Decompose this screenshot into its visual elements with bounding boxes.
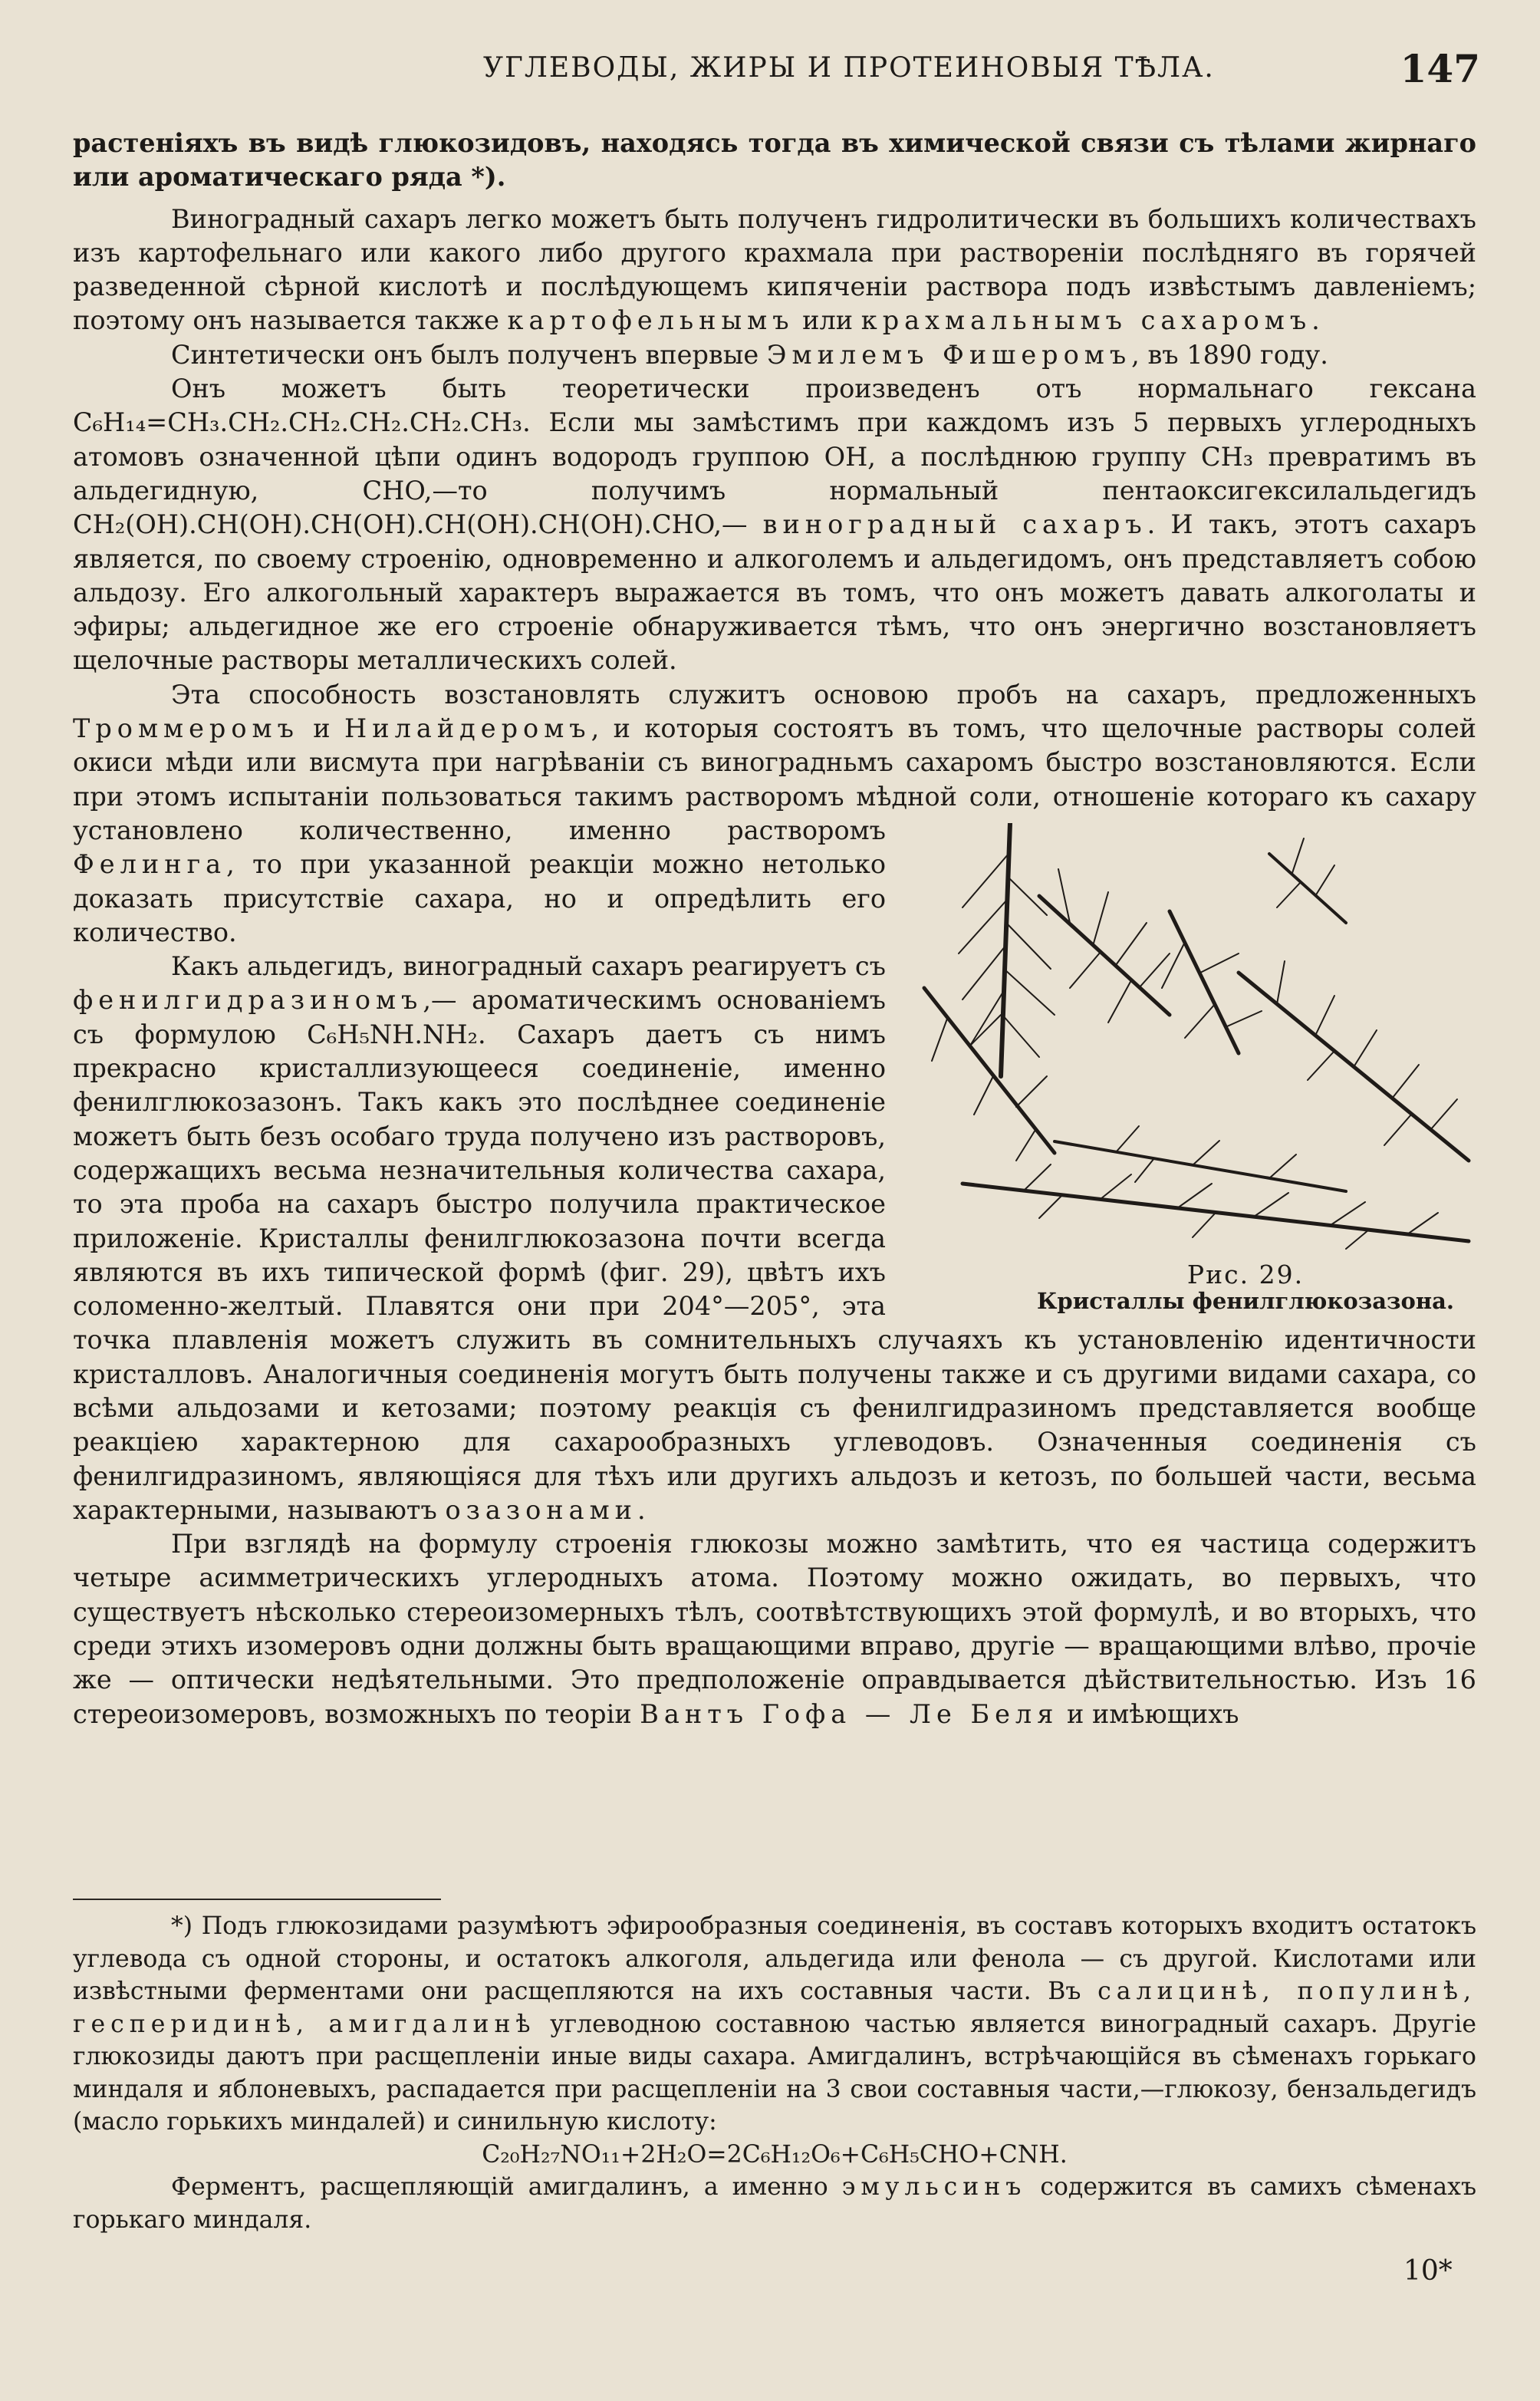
footnote-paragraph-2	[73, 2171, 1476, 2236]
paragraph-7-text: При взглядѣ на формулу строенія глюкозы можно замѣтить, что ея частица содержитъ четыре асимметрическихъ углеродныхъ атома. Поэтому можно ожидать, во первыхъ, что существуетъ нѣсколько стереоизомерныхъ тѣлъ, соотвѣтствующихъ этой формулѣ, и во вторыхъ, что среди этихъ изомеровъ одни должны быть вращающими вправо, другіе — вращающими влѣво, прочіе же — оптически недѣятельными. Это предположеніе оправдывается дѣйствительностью. Изъ 16 стереоизомеровъ, возможныхъ по теоріи	[73, 1529, 1476, 1729]
page-number: 147	[1400, 46, 1480, 91]
footnote-glucosides: салицинѣ, популинѣ, гесперидинѣ, амигдалинѣ	[73, 1978, 1476, 2038]
term-phenylhydrazine: фенилгидразиномъ	[73, 985, 423, 1016]
term-emulsin: эмульсинъ	[841, 2173, 1027, 2201]
paragraph-1	[73, 127, 1476, 195]
paragraph-2-connector: или	[794, 305, 861, 336]
amygdalin-formula: C₂₀H₂₇NO₁₁+2H₂O=2C₆H₁₂O₆+C₆H₅CHO+CNH.	[482, 2140, 1068, 2169]
term-osazones: озазонами	[445, 1494, 637, 1525]
signature-mark: 10*	[1403, 2255, 1453, 2287]
paragraph-5-text-2: , и которыя состоятъ въ томъ, что щелочные растворы солей окиси мѣди или висмута при нагрѣваніи съ виноградньмъ сахаромъ быстро возстановляются. Если при этомъ испытаніи пользоваться такимъ растворомъ мѣдной соли, отношеніе котораго къ сахару установлено количественно, именно растворомъ	[73, 713, 1476, 845]
paragraph-6-text: Какъ альдегидъ, виноградный сахаръ реагируетъ съ	[171, 951, 886, 982]
paragraph-6-end: .	[637, 1494, 646, 1525]
name-trommer: Троммеромъ	[73, 713, 299, 744]
paragraph-4-text: Онъ можетъ быть теоретически произведенъ отъ нормальнаго гексана C₆H₁₄=CH₃.CH₂.CH₂.CH₂.CH₂.CH₃. Если мы замѣстимъ при каждомъ изъ 5 первыхъ углеродныхъ атомовъ означенной цѣпи одинъ водородъ группою OH, а послѣднюю группу CH₃ превратимъ въ альдегидную, CHO,—то получимъ нормальный пентаоксигексилальдегидъ CH₂(OH).CH(OH).CH(OH).CH(OH).CH(OH).CHO,—	[73, 374, 1476, 540]
figure-label: Рис. 29.	[1186, 1259, 1305, 1289]
footnote-text-4: содержится въ самихъ сѣменахъ горькаго миндаля.	[73, 2173, 1476, 2234]
figure-caption-text: Кристаллы фенилглюкозазона.	[1037, 1287, 1454, 1314]
paragraph-7	[73, 1527, 1476, 1731]
paragraph-7-end: и имѣющихъ	[1058, 1698, 1239, 1729]
paragraph-4-end: . И такъ, этотъ сахаръ является, по своему строенію, одновременно и алкоголемъ и альдегидомъ, онъ представляетъ собою альдозу. Его алкогольный характеръ выражается въ томъ, что онъ можетъ давать алкоголаты и эфиры; альдегидное же его строеніе обнаруживается тѣмъ, что онъ энергично возстановляетъ щелочные растворы металлическихъ солей.	[73, 509, 1476, 676]
page-header	[69, 46, 1480, 100]
paragraph-3-end: , въ 1890 году.	[1131, 339, 1328, 370]
paragraph-2-end: .	[1311, 305, 1320, 336]
footnote-text-3: Ферментъ, расщепляющій амигдалинъ, а именно	[171, 2173, 842, 2201]
paragraph-5-text: Эта способность возстановлять служитъ основою пробъ на сахаръ, предложенныхъ	[171, 679, 1476, 710]
name-nylander: Нилайдеромъ	[344, 713, 591, 744]
paragraph-2-text: Виноградный сахаръ легко можетъ быть полученъ гидролитически въ большихъ количествахъ изъ картофельнаго или какого либо другого крахмала при раствореніи послѣдняго въ горячей разведенной сѣрной кислотѣ и послѣдующемъ кипяченіи раствора подъ извѣстымъ давленіемъ; поэтому онъ называется также	[73, 203, 1476, 336]
footnote	[73, 1910, 1476, 2236]
paragraph-3-text: Синтетически онъ былъ полученъ впервые	[171, 339, 767, 370]
paragraph-4	[73, 372, 1476, 678]
footnote-text: *) Подъ глюкозидами разумѣютъ эфирообразныя соединенія, въ составъ которыхъ входитъ остатокъ углевода съ одной стороны, и остатокъ алкоголя, альдегида или фенола — съ другой. Кислотами или извѣстными ферментами они расщепляются на ихъ составныя части. Въ	[73, 1912, 1476, 2005]
footnote-divider	[73, 1899, 441, 1900]
crystals-illustration	[916, 823, 1476, 1253]
paragraph-3	[73, 338, 1476, 372]
running-title: УГЛЕВОДЫ, ЖИРЫ И ПРОТЕИНОВЫЯ ТѢЛА.	[483, 52, 1215, 84]
paragraph-1-text: растеніяхъ въ видѣ глюкозидовъ, находясь тогда въ химической связи съ тѣлами жирнаго или ароматическаго ряда *).	[73, 128, 1476, 193]
figure-29	[916, 823, 1476, 1314]
name-vant-hoff-le-bel: Вантъ Гофа — Ле Беля	[640, 1698, 1059, 1729]
term-potato-sugar: картофельнымъ	[507, 305, 795, 336]
paragraph-6-text-2: ,— ароматическимъ основаніемъ съ формулою C₆H₅NH.NH₂. Сахаръ даетъ съ нимъ прекрасно кристаллизующееся соединеніе, именно фенилглюкозазонъ. Такъ какъ это послѣднее соединеніе можетъ быть безъ особаго труда получено изъ растворовъ, содержащихъ весьма незначительныя количества сахара, то эта проба на сахаръ быстро получила практическое приложеніе. Кристаллы фенилглюкозазона почти всегда являются въ ихъ типической формѣ (фиг. 29), цвѣтъ ихъ соломенно-желтый. Плавятся они при 204°—205°, эта точка плавленія можетъ служить въ сомнительныхъ случаяхъ къ установленію идентичности кристалловъ. Аналогичныя соединенія могутъ быть получены также и съ другими видами сахара, со всѣми альдозами и кетозами; поэтому реакція съ фенилгидразиномъ представляется вообще реакціею характерною для сахарообразныхъ углеводовъ. Означенныя соединенія съ фенилгидразиномъ, являющіяся для тѣхъ или другихъ альдозъ и кетозъ, по большей части, весьма характерными, называютъ	[73, 985, 1476, 1525]
figure-caption	[916, 1259, 1476, 1314]
term-grape-sugar: виноградный сахаръ	[762, 509, 1147, 540]
paragraph-2	[73, 203, 1476, 338]
name-fischer: Эмилемъ Фишеромъ	[766, 339, 1132, 370]
name-fehling: Фелинга	[73, 849, 227, 880]
paragraph-5-and: и	[298, 713, 345, 744]
main-text	[73, 127, 1476, 1731]
footnote-paragraph-1	[73, 1910, 1476, 2139]
term-starch-sugar: крахмальнымъ сахаромъ	[860, 305, 1312, 336]
paragraph-5-end: , то при указанной реакціи можно нетолько доказать присутствіе сахара, но и опредѣлить его количество.	[73, 849, 886, 947]
footnote-text-2: углеводною составною частью является виноградный сахаръ. Другіе глюкозиды даютъ при расщепленіи иные виды сахара. Амигдалинъ, встрѣчающійся въ сѣменахъ горькаго миндаля и яблоневыхъ, распадается при расщепленіи на 3 свои составныя части,—глюкозу, бензальдегидъ (масло горькихъ миндалей) и синильную кислоту:	[73, 2010, 1476, 2136]
